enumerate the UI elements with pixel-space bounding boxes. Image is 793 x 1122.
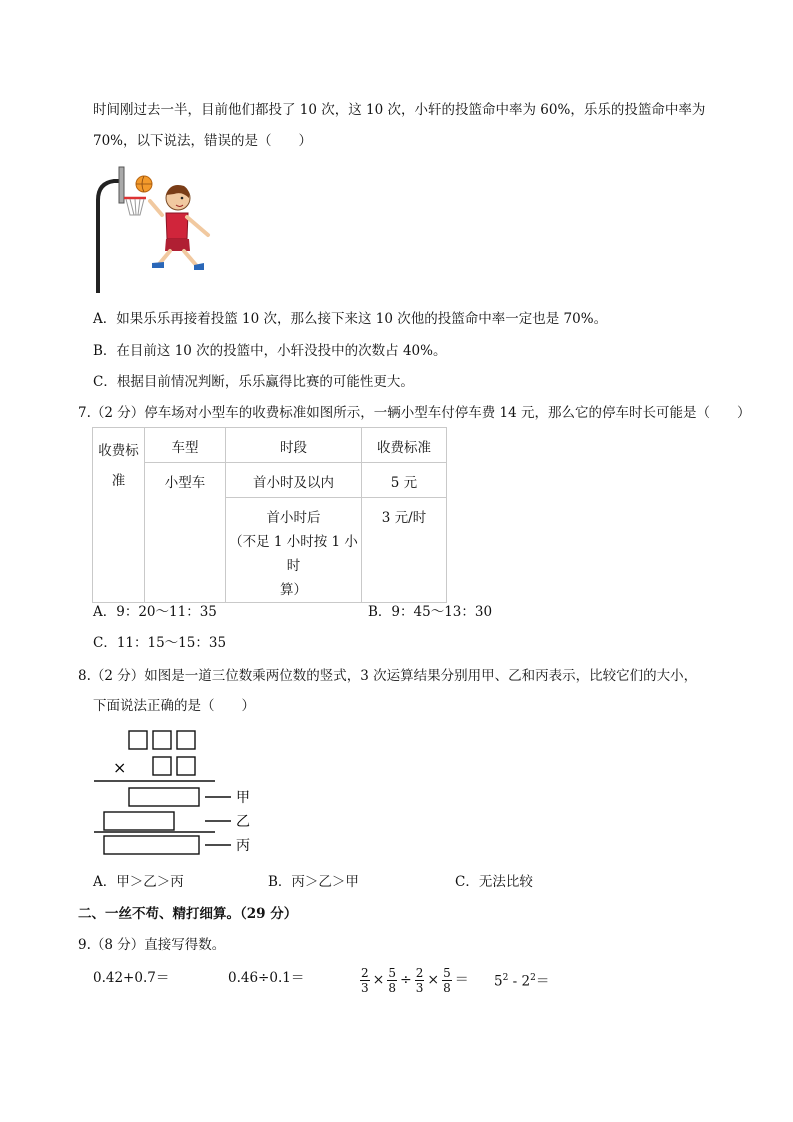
- label-yi: 乙: [236, 814, 250, 830]
- divide-operator: ÷: [400, 972, 412, 988]
- q9-expr2: 0.46÷0.1＝: [228, 970, 305, 986]
- table-cell-period2-line3: 算）: [280, 582, 307, 598]
- multiplication-diagram: [90, 728, 270, 860]
- section-heading: 二、一丝不苟、精打细算。（29 分）: [78, 906, 298, 922]
- parking-fee-table: [92, 427, 447, 603]
- table-cell-period2-line1: 首小时后: [266, 510, 321, 526]
- hoop-net: [126, 199, 144, 215]
- backboard: [119, 167, 124, 203]
- q7-option-a: A．9：20～11：35: [93, 604, 217, 620]
- fraction: $\frac{5}{8}$: [388, 965, 397, 995]
- digit-box: [153, 731, 171, 749]
- result-box-bing: [104, 836, 199, 854]
- result-box-yi: [104, 812, 174, 830]
- q6-stem-line1: 时间刚过去一半，目前他们都投了 10 次，这 10 次，小轩的投篮命中率为 60%，乐乐的投篮命中率为: [93, 102, 706, 118]
- fraction: $\frac{2}{3}$: [361, 965, 369, 995]
- equals-sign: ＝: [535, 973, 550, 990]
- hoop-pole: [98, 181, 122, 293]
- digit-box: [153, 757, 171, 775]
- base: 2: [521, 973, 531, 990]
- digit-box: [129, 731, 147, 749]
- q8-option-b: B．丙＞乙＞甲: [268, 874, 359, 890]
- q6-option-a: A．如果乐乐再接着投篮 10 次，那么接下来这 10 次他的投篮命中率一定也是 70%。: [93, 311, 608, 327]
- q6-option-c: C．根据目前情况判断，乐乐赢得比赛的可能性更大。: [93, 374, 414, 390]
- q8-option-c: C．无法比较: [455, 874, 533, 890]
- basketball-player-illustration: [90, 165, 215, 295]
- table-header-period: 时段: [226, 428, 362, 463]
- q6-option-b: B．在目前这 10 次的投篮中，小轩没投中的次数占 40%。: [93, 343, 447, 359]
- q7-option-c: C．11：15～15：35: [93, 635, 227, 651]
- q7-stem: 7.（2 分）停车场对小型车的收费标准如图所示，一辆小型车付停车费 14 元，那么它的停车时长可能是（ ）: [78, 405, 751, 421]
- q8-stem-line1: 8.（2 分）如图是一道三位数乘两位数的竖式，3 次运算结果分别用甲、乙和丙表示，比较它们的大小，: [78, 668, 698, 684]
- table-header-car-type: 车型: [145, 428, 226, 463]
- digit-box: [177, 731, 195, 749]
- table-cell-car-type: 小型车: [145, 463, 226, 603]
- digit-box: [177, 757, 195, 775]
- table-row-header: [93, 428, 145, 603]
- times-operator: ×: [427, 972, 440, 988]
- q6-stem-line2: 70%，以下说法，错误的是（ ）: [93, 133, 313, 149]
- q8-option-a: A．甲＞乙＞丙: [93, 874, 184, 890]
- table-cell-period2-line2: （不足 1 小时按 1 小时: [229, 534, 358, 574]
- table-cell-price1: 5 元: [362, 463, 447, 498]
- table-header-fee: 收费标准: [362, 428, 447, 463]
- q7-option-b: B．9：45～13：30: [368, 604, 493, 620]
- equals-sign: ＝: [454, 972, 469, 988]
- base: 5: [494, 973, 503, 990]
- q9-expr4: [494, 969, 549, 991]
- table-cell-period1: 首小时及以内: [226, 463, 362, 498]
- q9-expr1: 0.42+0.7＝: [93, 970, 170, 986]
- result-box-jia: [129, 788, 199, 806]
- label-bing: 丙: [236, 838, 250, 854]
- minus-operator: -: [508, 973, 522, 990]
- times-sign: ×: [113, 758, 127, 777]
- player-figure: [150, 185, 208, 270]
- table-row-header-line2: 准: [111, 473, 126, 489]
- q9-expr3: [359, 963, 471, 997]
- fraction: $\frac{5}{8}$: [443, 965, 451, 995]
- q8-stem-line2: 下面说法正确的是（ ）: [93, 698, 255, 714]
- table-row-header-line1: 收费标: [98, 443, 139, 459]
- table-cell-price2: 3 元/时: [362, 498, 447, 603]
- fraction: $\frac{2}{3}$: [415, 965, 424, 995]
- exponent: 2: [530, 973, 536, 983]
- label-jia: 甲: [236, 790, 250, 806]
- table-cell-period2: [226, 498, 362, 603]
- q9-stem: 9.（8 分）直接写得数。: [78, 937, 226, 953]
- times-operator: ×: [372, 972, 385, 988]
- exponent: 2: [502, 973, 509, 983]
